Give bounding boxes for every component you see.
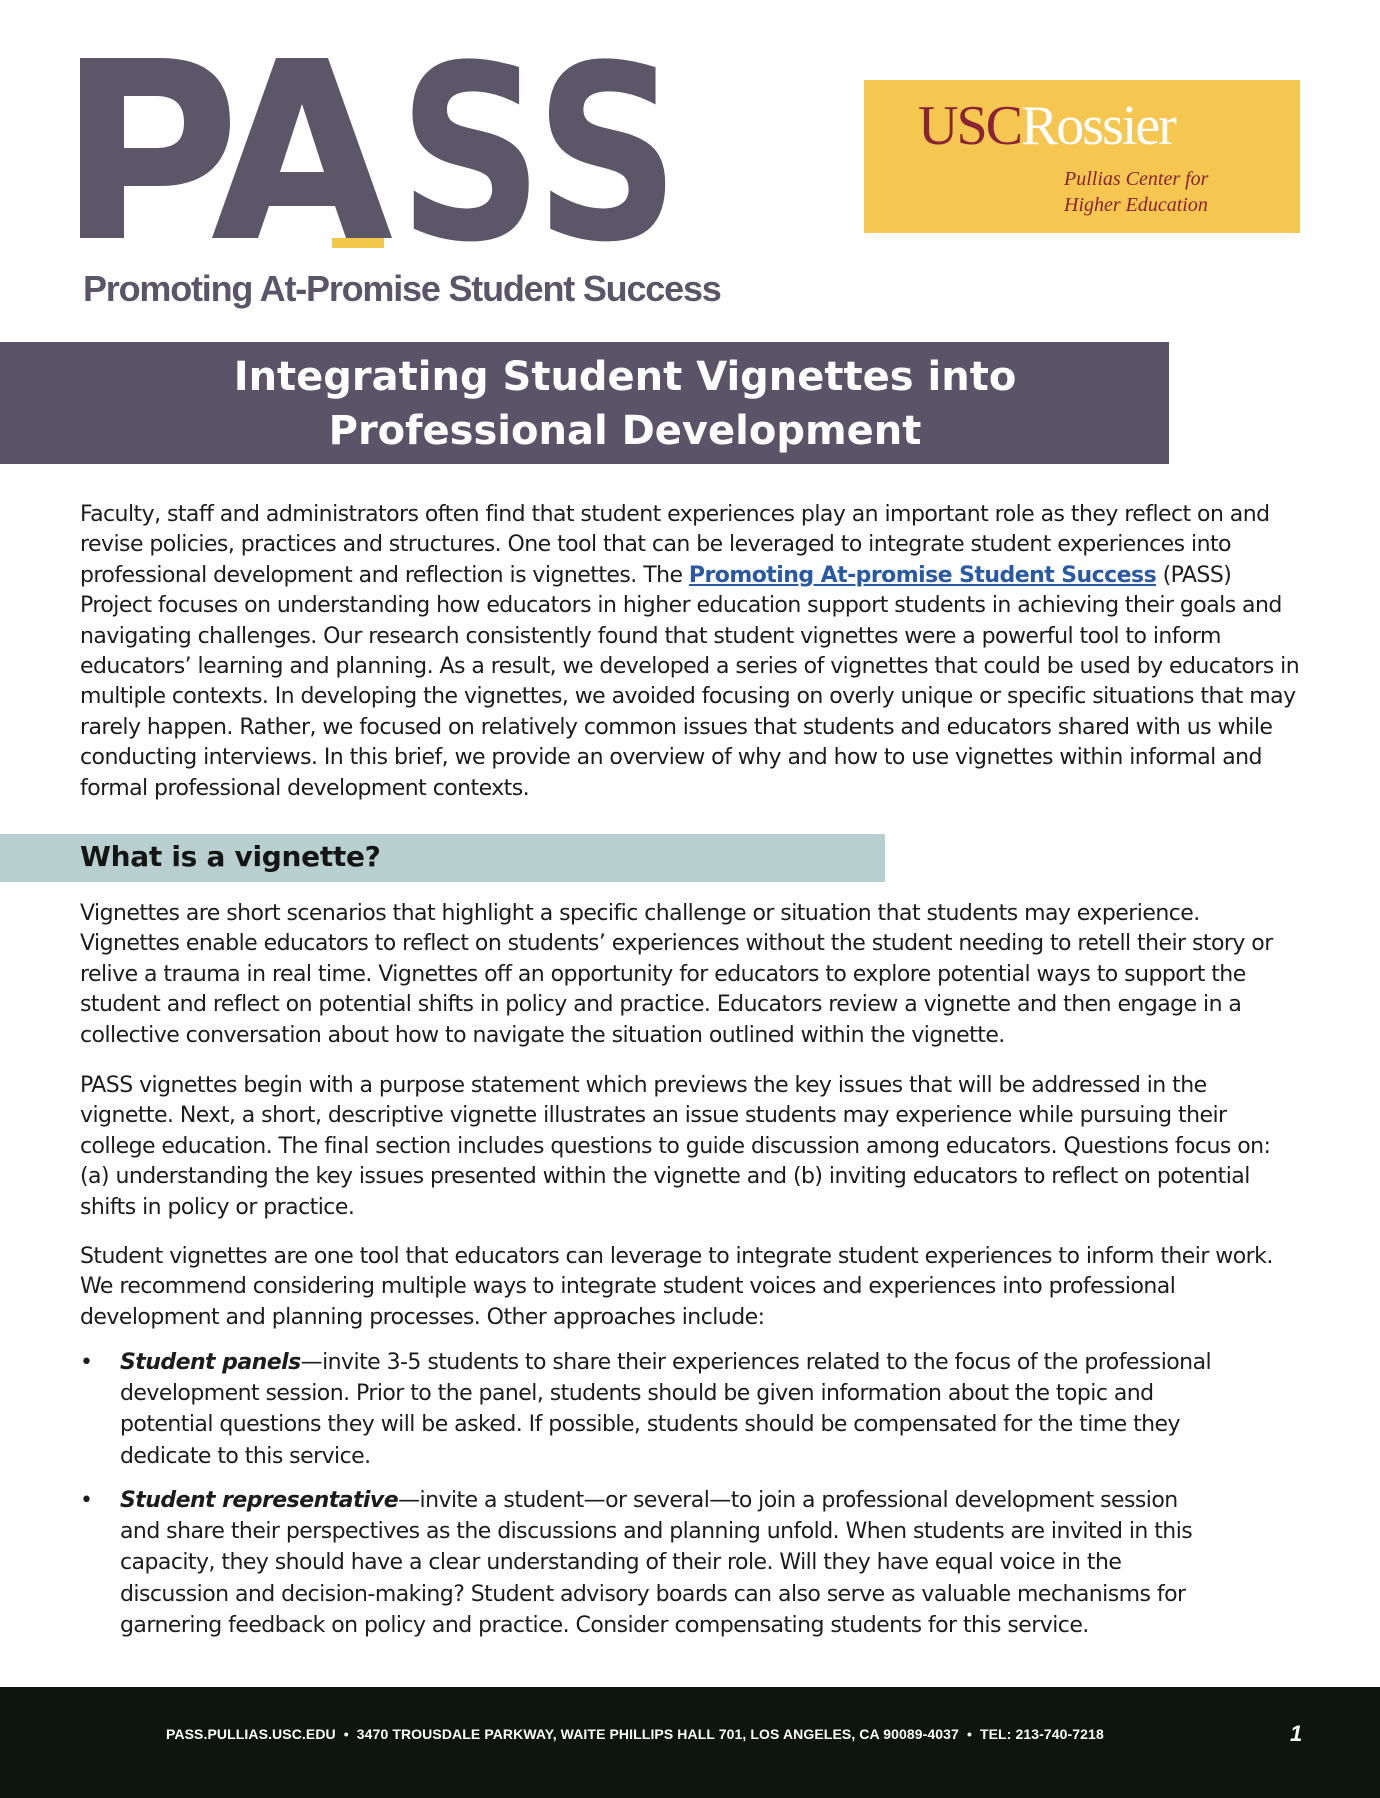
- footer-website: PASS.PULLIAS.USC.EDU: [166, 1726, 336, 1742]
- footer-separator: •: [343, 1726, 349, 1742]
- bullet-text: —invite a student—or several—to join a professional development session and share their perspectives as the discussions and planning unfold. When students are invited in this capacity, they should have a clear understanding of their role. Will they have equal voice in the discussion and decision-making? Student advisory boards can also serve as valuable mechanisms for garnering feedback on policy and practice. Consider compensating students for this service.: [120, 1488, 1193, 1638]
- pullias-center-text: [1064, 166, 1294, 218]
- usc-text: USC: [918, 95, 1021, 157]
- footer-phone: TEL: 213-740-7218: [979, 1726, 1104, 1742]
- pullias-line-2: Higher Education: [1064, 194, 1208, 216]
- pass-logo-accent: [332, 238, 384, 248]
- section-paragraph-1: Vignettes are short scenarios that highlight a specific challenge or situation that students may experience. Vignettes enable educators to reflect on students’ experiences without the student needing to retell their story or relive a trauma in real time. Vignettes off an opportunity for educators to explore potential ways to support the student and reflect on potential shifts in policy and practice. Educators review a vignette and then engage in a collective conversation about how to navigate the situation outlined within the vignette.: [80, 901, 1273, 1048]
- footer-separator: •: [966, 1726, 972, 1742]
- section-heading-bar: [0, 834, 885, 882]
- title-banner: [0, 342, 1169, 464]
- bullet-student-representative: [80, 1485, 1220, 1641]
- intro-paragraph: [80, 500, 1300, 804]
- footer-address: 3470 TROUSDALE PARKWAY, WAITE PHILLIPS HALL 701, LOS ANGELES, CA 90089-4037: [356, 1726, 959, 1742]
- page-footer: [0, 1687, 1380, 1798]
- bullet-marker: •: [80, 1488, 93, 1513]
- pass-logo: [80, 58, 680, 260]
- pass-tagline: Promoting At-Promise Student Success: [83, 268, 721, 309]
- intro-text-after-link: (PASS) Project focuses on understanding how educators in higher education support students in achieving their goals and navigating challenges. Our research consistently found that student vignettes were a powerful tool to inform educators’ learning and planning. As a result, we developed a series of vignettes that could be used by educators in multiple contexts. In developing the vignettes, we avoided focusing on overly unique or specific situations that may rarely happen. Rather, we focused on relatively common issues that students and educators shared with us while conducting interviews. In this brief, we provide an overview of why and how to use vignettes within informal and formal professional development contexts.: [80, 562, 1300, 801]
- document-title-line-1: Integrating Student Vignettes into: [233, 354, 1017, 400]
- section-paragraph-2: PASS vignettes begin with a purpose statement which previews the key issues that will be addressed in the vignette. Next, a short, descriptive vignette illustrates an issue students may experience while pursuing their college education. The final section includes questions to guide discussion among educators. Questions focus on: (a) understanding the key issues presented within the vignette and (b) inviting educators to reflect on potential shifts in policy or practice.: [80, 1073, 1271, 1220]
- pullias-line-1: Pullias Center for: [1064, 168, 1209, 190]
- intro-text-before-link: Faculty, staff and administrators often find that student experiences play an important role as they reflect on and revise policies, practices and structures. One tool that can be leveraged to integrate student experiences into professional development and reflection is vignettes. The: [80, 502, 1270, 588]
- document-title: [0, 350, 1250, 458]
- rossier-text: Rossier: [1020, 95, 1175, 157]
- pass-logo-letters: SS: [398, 58, 680, 260]
- usc-rossier-logo: [864, 80, 1300, 233]
- bullet-text: —invite 3-5 students to share their experiences related to the focus of the professional development session. Prior to the panel, students should be given information about the topic and potential questions they will be asked. If possible, students should be compensated for the time they dedicate to this service.: [120, 1350, 1212, 1469]
- bullet-marker: •: [80, 1350, 93, 1375]
- pass-project-link[interactable]: Promoting At-promise Student Success: [688, 562, 1157, 588]
- usc-rossier-wordmark: [918, 94, 1175, 158]
- bullet-term: Student representative: [120, 1488, 399, 1513]
- section-heading: What is a vignette?: [80, 840, 381, 873]
- bullet-term: Student panels: [120, 1350, 301, 1375]
- document-title-line-2: Professional Development: [328, 408, 922, 454]
- page-number: 1: [1290, 1721, 1303, 1746]
- section-paragraph-3: Student vignettes are one tool that educators can leverage to integrate student experiences to inform their work. We recommend considering multiple ways to integrate student voices and experiences into professional development and planning processes. Other approaches include:: [80, 1244, 1273, 1330]
- footer-contact: [166, 1726, 1104, 1742]
- bullet-student-panels: [80, 1347, 1220, 1472]
